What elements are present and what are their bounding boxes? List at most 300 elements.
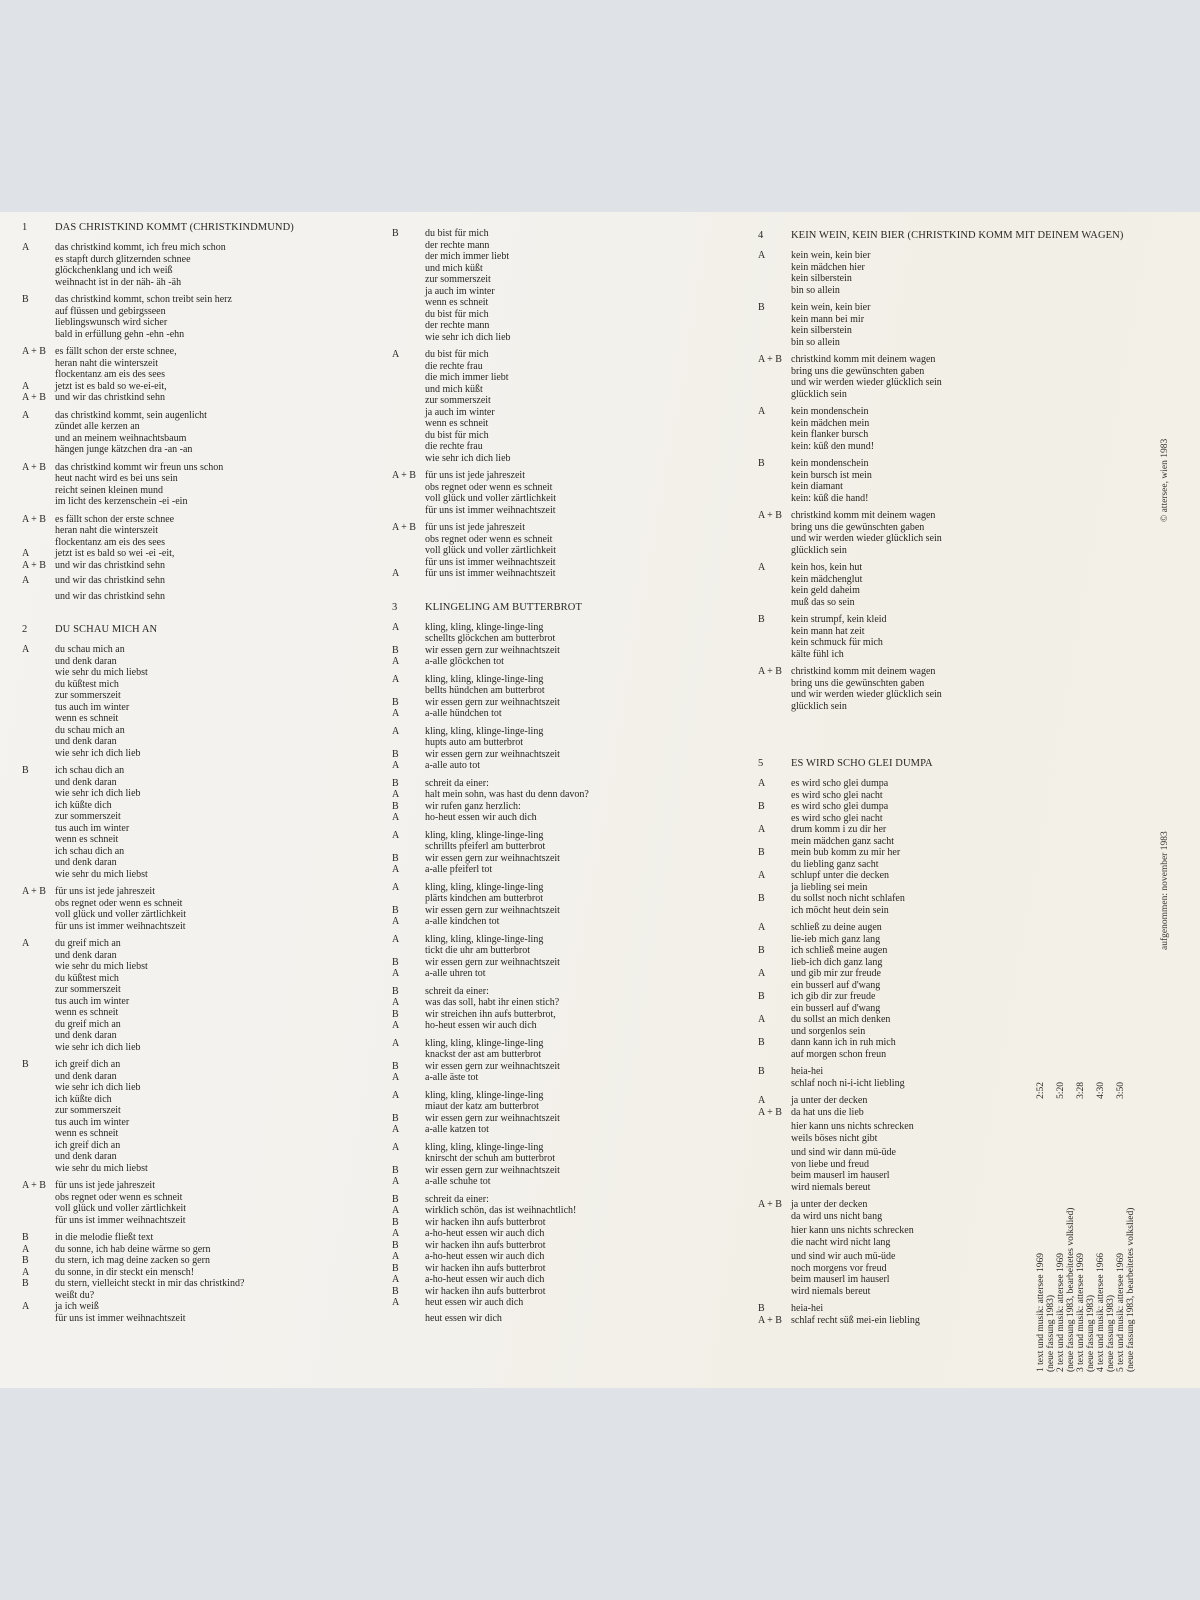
stanza [22, 410, 382, 456]
track-duration: 4:30 [1096, 1082, 1106, 1099]
lyric-line: bellts hündchen am butterbrot [425, 685, 545, 696]
singer-label: B [758, 614, 765, 625]
singer-label [392, 545, 425, 557]
copyright-note: © attersee, wien 1983 [1160, 438, 1170, 522]
lyric-line: kein: küß die hand! [791, 492, 869, 504]
lyric-line: ja unter der decken [791, 1199, 868, 1210]
singer-label: B [392, 1285, 399, 1297]
stanza [22, 1059, 382, 1174]
singer-label: A [392, 1228, 400, 1239]
lyric-line: wenn es schneit [425, 297, 489, 308]
lyric-line: ein busserl auf d'wang [791, 1002, 881, 1014]
lyric-line: für uns ist immer weihnachtszeit [55, 920, 186, 932]
song-title: ES WIRD SCHO GLEI DUMPA [791, 758, 933, 769]
lyric-line: heut essen wir auch dich [425, 1297, 524, 1308]
stanza [22, 294, 382, 340]
lyric-line: kein strumpf, kein kleid [791, 614, 887, 625]
singer-label: A + B [758, 354, 782, 365]
lyric-line: kein mondenschein [791, 458, 869, 469]
lyric-line: wie sehr ich dich lieb [55, 1082, 141, 1093]
singer-label: A [392, 1297, 400, 1308]
lyric-line: kein geld daheim [791, 585, 860, 596]
lyric-line: hängen junge kätzchen dra -an -an [55, 444, 193, 455]
lyric-line: lieb-ich dich ganz lang [791, 956, 883, 968]
singer-label [758, 1286, 791, 1298]
singer-label: B [392, 1008, 399, 1020]
lyric-line: bring uns die gewünschten gaben [791, 521, 925, 533]
credit-subtext: (neue fassung 1983) [1086, 1294, 1096, 1372]
singer-label [758, 1211, 791, 1223]
lyric-line: schlaf recht süß mei-ein liebling [791, 1314, 920, 1326]
stanza [392, 934, 742, 980]
lyric-line: für uns ist immer weihnachtszeit [425, 568, 556, 579]
lyric-line: ich schau dich an [55, 845, 125, 857]
lyric-line: du bist für mich [425, 349, 489, 360]
lyric-line: es wird scho glei nacht [791, 812, 883, 824]
lyric-line: zündet alle kerzen an [55, 421, 140, 432]
lyric-line: und wir das christkind sehn [55, 392, 165, 403]
singer-label: B [392, 696, 399, 708]
lyric-line: wenn es schneit [55, 834, 119, 845]
lyric-line: wie sehr du mich liebst [55, 961, 148, 972]
lyric-line: der rechte mann [425, 239, 490, 251]
stanza [22, 346, 382, 404]
lyric-line: für uns ist immer weihnachtszeit [55, 1312, 186, 1324]
stanza [392, 986, 742, 1032]
lyric-line: für uns ist immer weihnachtszeit [425, 556, 556, 568]
singer-label: A + B [22, 559, 46, 571]
lyric-line: du küßtest mich [55, 678, 119, 690]
lyric-line: a-ho-heut essen wir auch dich [425, 1228, 545, 1239]
lyric-line: und sind wir dann mü-üde [791, 1147, 896, 1158]
stanza [392, 1038, 742, 1084]
lyric-line: zur sommerszeit [55, 1105, 121, 1116]
singer-label [392, 685, 425, 697]
singer-label [392, 841, 425, 853]
lyric-line: glücklich sein [791, 700, 847, 712]
singer-label: A [22, 1243, 30, 1255]
song-number: 2 [22, 624, 28, 635]
lyric-line: schlaf noch ni-i-icht liebling [791, 1077, 905, 1089]
singer-label: A + B [22, 886, 46, 897]
singer-label [392, 534, 425, 546]
lyric-line: kein bursch ist mein [791, 469, 872, 481]
stanza [22, 765, 382, 880]
lyric-line: hupts auto am butterbrot [425, 737, 524, 748]
singer-label: A [392, 725, 400, 737]
singer-label: A [22, 409, 30, 421]
lyric-line: zur sommerszeit [55, 690, 121, 701]
credit-text: 5 text und musik: attersee 1969 [1116, 1253, 1126, 1372]
lyric-line: zur sommerszeit [55, 811, 121, 822]
lyric-line: a-alle kindchen tot [425, 916, 500, 927]
lyric-line: kein mädchen mein [791, 417, 870, 429]
lyric-line: und denk daran [55, 949, 117, 961]
stanza [22, 938, 382, 1053]
lyric-line: beim mauserl im hauserl [791, 1274, 890, 1285]
singer-label: A [392, 968, 400, 979]
lyric-line: ja ich weiß [55, 1301, 99, 1312]
stanza [392, 882, 742, 928]
singer-label: A [392, 1176, 400, 1187]
stanza [758, 562, 1138, 608]
lyric-line: kein wein, kein bier [791, 302, 871, 313]
singer-label [22, 537, 55, 549]
lyric-line: kein mann hat zeit [791, 625, 865, 637]
credit-row [1096, 1072, 1116, 1372]
lyric-line: reicht seinen kleinen mund [55, 484, 164, 496]
stanza [392, 622, 742, 668]
singer-label [758, 1225, 791, 1237]
lyric-line: voll glück und voller zärtlichkeit [425, 545, 557, 556]
column-1 [22, 222, 382, 1330]
singer-label: B [392, 1262, 399, 1274]
lyric-line: die mich immer liebt [425, 372, 509, 383]
lyric-line: du stern, ich mag deine zacken so gern [55, 1255, 210, 1266]
singer-label: A [392, 812, 400, 823]
singer-label [758, 813, 791, 825]
singer-label [22, 525, 55, 537]
singer-label [758, 859, 791, 871]
song-heading [758, 758, 1138, 769]
song-4 [758, 230, 1138, 712]
singer-label: B [392, 644, 399, 656]
stanza [758, 778, 1138, 916]
singer-label: A + B [22, 461, 46, 473]
lyric-line: die rechte frau [425, 360, 483, 372]
lyric-line: wenn es schneit [55, 713, 119, 724]
lyric-line: obs regnet oder wenn es schneit [55, 897, 183, 909]
lyric-line: du stern, vielleicht steckt in mir das christkind? [55, 1278, 245, 1289]
lyric-line: a-alle katzen tot [425, 1124, 489, 1135]
lyric-line: du sonne, ich hab deine wärme so gern [55, 1243, 211, 1255]
singer-label: A [392, 1020, 400, 1031]
lyric-line: kling, kling, klinge-linge-ling [425, 881, 544, 893]
singer-label: A [758, 922, 766, 933]
singer-label [758, 934, 791, 946]
singer-label: A [758, 824, 766, 835]
column-2 [392, 228, 742, 1330]
lyric-line: für uns ist jede jahreszeit [425, 522, 525, 533]
singer-label [22, 591, 55, 603]
lyric-line: a-ho-heut essen wir auch dich [425, 1274, 545, 1285]
lyric-line: a-alle schuhe tot [425, 1176, 491, 1187]
lyric-line: es stapft durch glitzernden schnee [55, 253, 191, 265]
lyric-line: was das soll, habt ihr einen stich? [425, 997, 560, 1008]
lyric-line: bald in erfüllung gehn -ehn -ehn [55, 328, 185, 340]
credit-subtext: (neue fassung 1983, bearbeitetes volkslied) [1126, 1207, 1136, 1372]
lyric-line: schreit da einer: [425, 777, 489, 789]
lyric-line: schrillts pfeiferl am butterbrot [425, 841, 546, 852]
stanza [22, 1180, 382, 1226]
lyric-line: tus auch im winter [55, 995, 130, 1007]
lyric-line: auf morgen schon freun [791, 1048, 887, 1060]
song-heading [22, 222, 382, 233]
singer-label: B [22, 765, 29, 776]
singer-label [758, 1263, 791, 1275]
lyric-line: voll glück und voller zärtlichkeit [425, 493, 557, 504]
lyric-line: schellts glöckchen am butterbrot [425, 633, 556, 644]
stanza [392, 470, 742, 516]
lyric-line: ja liebling sei mein [791, 881, 868, 893]
song-title: KLINGELING AM BUTTERBROT [425, 601, 582, 613]
stanza [392, 522, 742, 580]
lyric-line: wir hacken ihn aufs butterbrot [425, 1239, 546, 1251]
lyric-line: ho-heut essen wir auch dich [425, 812, 537, 823]
singer-label [758, 1133, 791, 1145]
song-number: 4 [758, 230, 764, 241]
lyric-line: wir rufen ganz herzlich: [425, 800, 521, 812]
credit-text: 4 text und musik: attersee 1966 [1096, 1253, 1106, 1372]
lyric-line: wirklich schön, das ist weihnachtlich! [425, 1205, 577, 1216]
lyric-line: und wir werden wieder glücklich sein [791, 377, 942, 388]
singer-label: A + B [22, 513, 46, 525]
singer-label [392, 1049, 425, 1061]
singer-label: A [392, 708, 400, 719]
singer-label: A [392, 916, 400, 927]
singer-label [758, 1170, 791, 1182]
stanza [758, 354, 1138, 400]
lyric-line: hier kann uns nichts schrecken [791, 1225, 914, 1236]
lyric-line: schlupf unter die decken [791, 870, 890, 881]
credit-row [1076, 1072, 1096, 1372]
singer-label [22, 1313, 55, 1325]
lyric-line: flockentanz am eis des sees [55, 536, 165, 548]
lyric-line: es wird scho glei dumpa [791, 801, 889, 812]
lyric-line: noch morgens vor freud [791, 1262, 887, 1274]
singer-label [758, 1251, 791, 1263]
lyric-line: knackst der ast am butterbrot [425, 1049, 542, 1060]
singer-label: B [392, 800, 399, 812]
lyric-line: du bist für mich [425, 308, 489, 320]
singer-label: A + B [758, 510, 782, 521]
singer-label: A + B [392, 522, 416, 533]
singer-label: B [758, 991, 765, 1002]
track-duration: 3:50 [1116, 1082, 1126, 1099]
singer-label: A [392, 673, 400, 685]
lyric-line: wenn es schneit [55, 1007, 119, 1018]
lyric-line: kein schmuck für mich [791, 637, 883, 648]
singer-label: B [392, 228, 399, 239]
stanza [392, 726, 742, 772]
singer-label: A + B [22, 392, 46, 403]
singer-label: A + B [758, 1314, 782, 1326]
singer-label [392, 557, 425, 569]
lyric-line: wir essen gern zur weihnachtszeit [425, 904, 560, 916]
lyric-line: ho-heut essen wir auch dich [425, 1020, 537, 1031]
lyric-line: jetzt ist es bald so wei -ei -eit, [55, 548, 175, 559]
lyric-line: bring uns die gewünschten gaben [791, 365, 925, 377]
lyric-line: und denk daran [55, 736, 117, 747]
credit-row [1036, 1072, 1056, 1372]
singer-label: A [392, 1089, 400, 1101]
lyric-line: weißt du? [55, 1289, 95, 1301]
stanza [758, 250, 1138, 296]
lyric-line: tus auch im winter [55, 701, 130, 713]
lyric-line: ich küßte dich [55, 1093, 112, 1105]
lyric-line: wir essen gern zur weihnachtszeit [425, 1164, 560, 1176]
singer-label: A [392, 933, 400, 945]
singer-label: B [392, 1216, 399, 1228]
lyric-line: ich greif dich an [55, 1139, 121, 1151]
lyric-line: im licht des kerzenschein -ei -ein [55, 496, 188, 507]
lyric-line: kein mondenschein [791, 406, 869, 417]
singer-label: A [392, 881, 400, 893]
lyric-line: kein silberstein [791, 325, 852, 336]
singer-label: A + B [22, 346, 46, 357]
lyric-line: wird niemals bereut [791, 1285, 871, 1297]
singer-label: B [392, 1239, 399, 1251]
singer-label: A [22, 1301, 30, 1312]
credit-row [1056, 1072, 1076, 1372]
stanza [392, 830, 742, 876]
lyric-line: für uns ist immer weihnachtszeit [55, 1214, 186, 1226]
singer-label: B [392, 1164, 399, 1176]
lyric-line: kein flanker bursch [791, 429, 869, 440]
lyric-line: und denk daran [55, 857, 117, 868]
lyric-line: ich küßte dich [55, 799, 112, 811]
singer-label [758, 836, 791, 848]
lyric-line: a-alle äste tot [425, 1072, 479, 1083]
lyric-line: jetzt ist es bald so we-ei-eit, [55, 380, 167, 392]
lyric-line: das christkind kommt wir freun uns schon [55, 461, 224, 473]
lyric-line: und wir das christkind sehn [55, 590, 165, 602]
lyric-line: wir essen gern zur weihnachtszeit [425, 644, 560, 656]
singer-label: A [392, 997, 400, 1008]
stanza [758, 302, 1138, 348]
lyric-line: du greif mich an [55, 1018, 121, 1030]
lyric-line: es fällt schon der erste schnee, [55, 346, 177, 357]
singer-label: A [392, 1205, 400, 1216]
singer-label: B [22, 1278, 29, 1289]
lyric-line: a-alle hündchen tot [425, 708, 502, 719]
stanza [392, 228, 742, 343]
singer-label: A [758, 968, 766, 979]
lyric-line: du greif mich an [55, 938, 121, 949]
song-heading [758, 230, 1138, 241]
song-2 [22, 624, 382, 1324]
lyric-line: obs regnet oder wenn es schneit [425, 481, 553, 493]
lyric-line: knirscht der schuh am butterbrot [425, 1153, 555, 1164]
singer-label: B [758, 458, 765, 469]
lyric-line: wir hacken ihn aufs butterbrot [425, 1285, 546, 1297]
singer-label: B [22, 1232, 29, 1243]
lyric-line: tus auch im winter [55, 822, 130, 834]
singer-label [22, 358, 55, 370]
credit-text: 3 text und musik: attersee 1969 [1076, 1253, 1086, 1372]
lyric-line: für uns ist immer weihnachtszeit [425, 504, 556, 516]
lyric-line: ich greif dich an [55, 1059, 121, 1070]
singer-label: B [392, 1193, 399, 1205]
singer-label: A [22, 1266, 30, 1278]
lyric-line: wir essen gern zur weihnachtszeit [425, 748, 560, 760]
lyric-line: wie sehr du mich liebst [55, 667, 148, 678]
lyric-line: weihnacht ist in der näh- äh -äh [55, 276, 182, 288]
stanza [392, 1090, 742, 1136]
singer-label: B [392, 904, 399, 916]
lyric-line: du bist für mich [425, 228, 489, 239]
lyric-line: wir streichen ihn aufs butterbrot, [425, 1008, 556, 1020]
singer-label: B [392, 1060, 399, 1072]
lyric-line: und mich küßt [425, 383, 483, 395]
lyric-line: flockentanz am eis des sees [55, 369, 165, 380]
singer-label: A [758, 406, 766, 417]
lyric-line: und sind wir auch mü-üde [791, 1251, 896, 1262]
lyric-line: und gib mir zur freude [791, 968, 881, 979]
lyric-line: ja auch im winter [425, 285, 495, 297]
singer-label: B [758, 1303, 765, 1314]
stanza [392, 349, 742, 464]
singer-label: B [758, 302, 765, 313]
lyric-line: voll glück und voller zärtlichkeit [55, 909, 187, 920]
singer-label [758, 1274, 791, 1286]
credits-block [1036, 1072, 1136, 1372]
singer-label: A [392, 656, 400, 667]
lyric-line: du sonne, in dir steckt ein mensch! [55, 1266, 195, 1278]
song-heading [392, 602, 742, 613]
lyric-line: kling, kling, klinge-linge-ling [425, 1141, 544, 1153]
lyric-line: ein busserl auf d'wang [791, 979, 881, 991]
stanza [758, 406, 1138, 452]
credit-text: 1 text und musik: attersee 1969 [1036, 1253, 1046, 1372]
singer-label [22, 369, 55, 381]
singer-label: A [22, 644, 30, 655]
singer-label: B [758, 801, 765, 812]
recording-date-note: aufgenommen: november 1983 [1160, 831, 1170, 950]
lyric-line: die rechte frau [425, 441, 483, 452]
singer-label [392, 737, 425, 749]
lyric-line: hier kann uns nichts schrecken [791, 1121, 914, 1132]
lyric-line: wie sehr ich dich lieb [425, 331, 511, 343]
singer-label: A + B [758, 666, 782, 677]
stanza [758, 922, 1138, 1060]
lyric-line: von liebe und freud [791, 1158, 870, 1170]
lyric-line: und denk daran [55, 776, 117, 788]
lyric-line: und wir werden wieder glücklich sein [791, 689, 942, 700]
singer-label: A [392, 349, 400, 360]
lyric-line: da wird uns nicht bang [791, 1210, 883, 1222]
lyric-line: schreit da einer: [425, 1193, 489, 1205]
lyric-line: du küßtest mich [55, 972, 119, 984]
lyric-line: ja unter der decken [791, 1095, 868, 1106]
singer-label: A [392, 1251, 400, 1262]
singer-label [758, 1237, 791, 1249]
singer-label [22, 1290, 55, 1302]
lyric-line: mein mädchen ganz sacht [791, 835, 895, 847]
lyric-line: das christkind kommt, schon treibt sein herz [55, 294, 232, 305]
lyric-line: wie sehr ich dich lieb [55, 1041, 141, 1053]
singer-label: B [392, 852, 399, 864]
song-number: 3 [392, 601, 398, 613]
singer-label [758, 1147, 791, 1159]
song-3 [392, 602, 742, 1325]
lyric-line: ich gib dir zur freude [791, 991, 876, 1002]
lyric-line: du liebling ganz sacht [791, 858, 879, 870]
lyric-line: a-alle auto tot [425, 760, 480, 771]
lyric-line: kein: küß den mund! [791, 440, 875, 452]
lyric-line: ja auch im winter [425, 406, 495, 418]
song-title: DAS CHRISTKIND KOMMT (CHRISTKINDMUND) [55, 222, 294, 233]
stanza [22, 462, 382, 508]
stanza [392, 1194, 742, 1325]
lyric-line: du bist für mich [425, 429, 489, 441]
lyric-line: für uns ist jede jahreszeit [425, 470, 525, 481]
lyric-line: und an meinem weihnachtsbaum [55, 432, 187, 444]
lyric-line: wie sehr ich dich lieb [425, 452, 511, 464]
singer-label: A + B [758, 1199, 782, 1210]
lyric-line: kein silberstein [791, 273, 852, 284]
stanza [22, 1232, 382, 1324]
